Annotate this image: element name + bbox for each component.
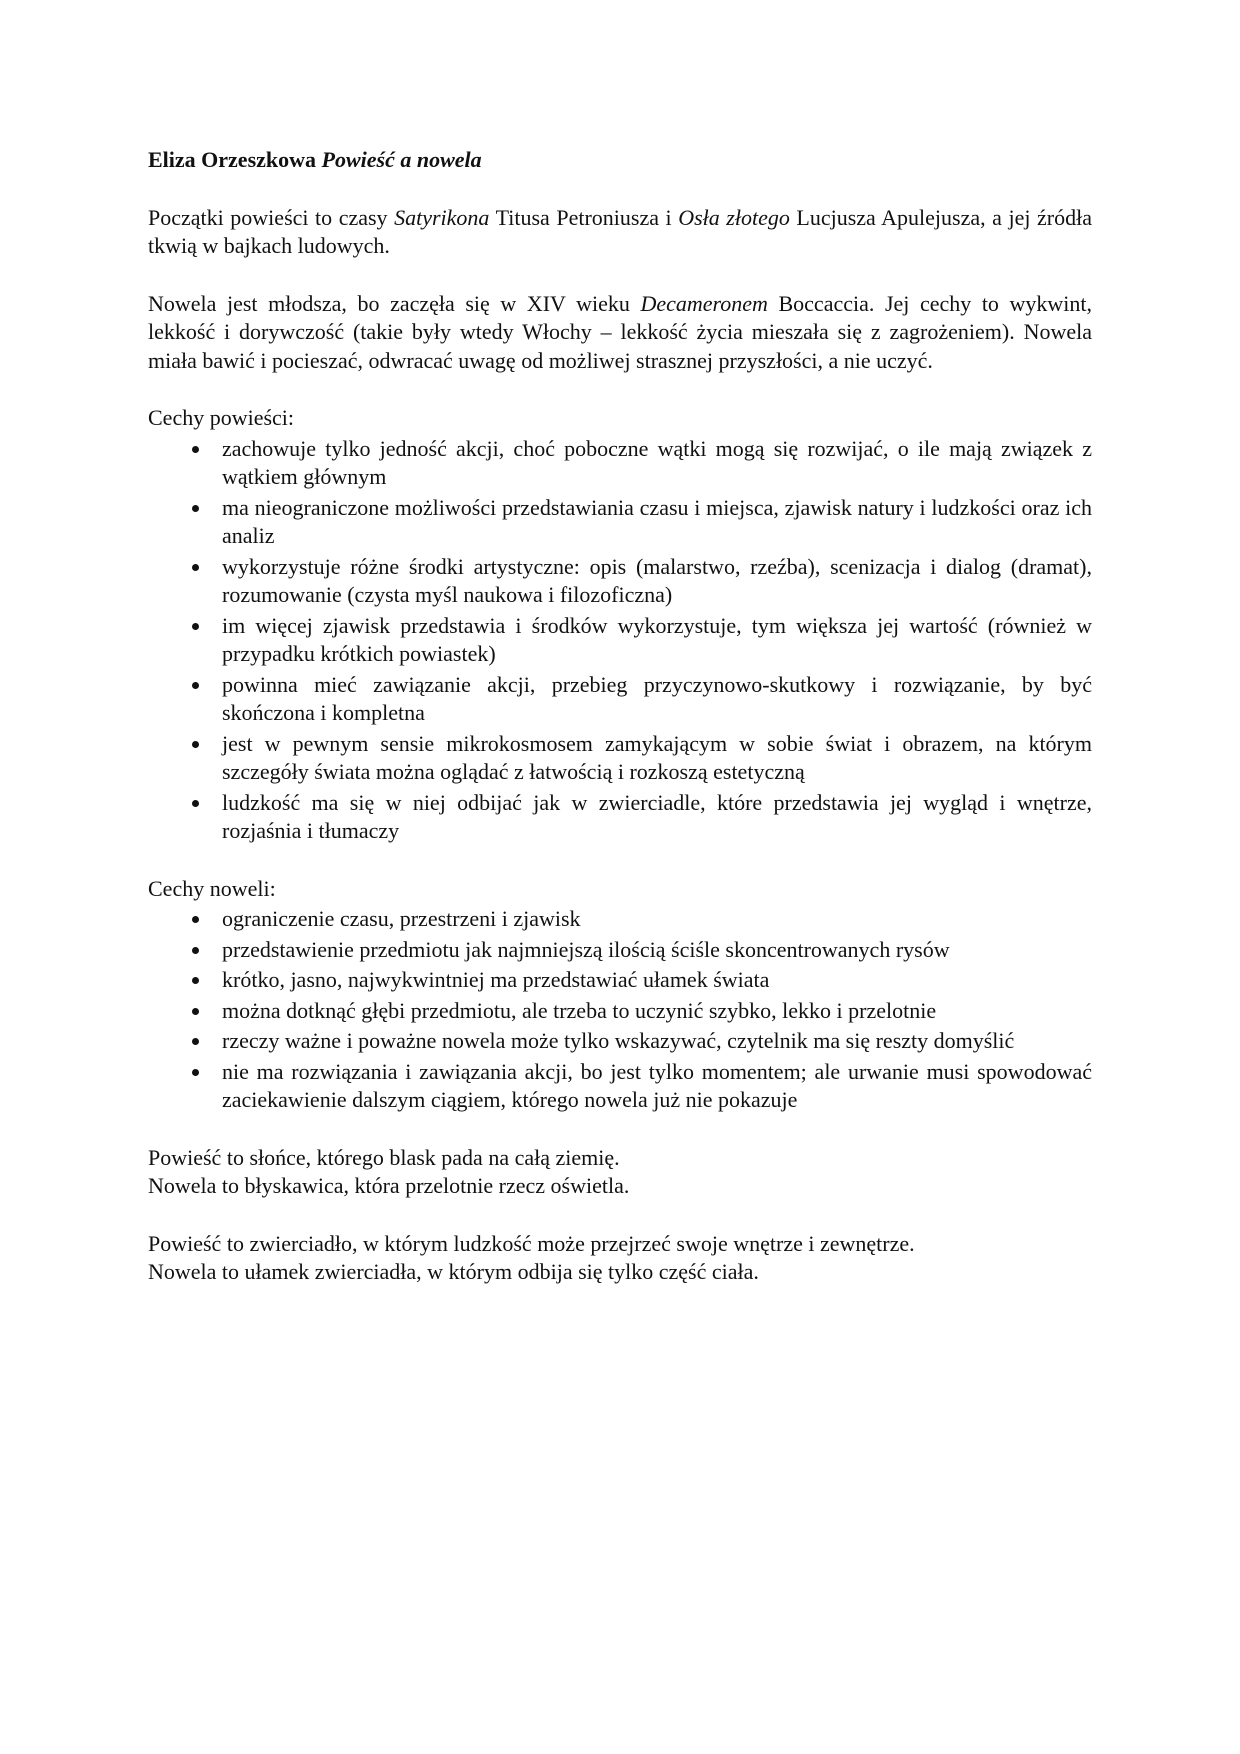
list-item-text: można dotknąć głębi przedmiotu, ale trzeba to uczynić szybko, lekko i przelotnie <box>222 997 937 1023</box>
bullet-icon <box>192 916 199 923</box>
bullet-icon <box>192 623 199 630</box>
novel-features-list <box>148 435 1092 846</box>
list-item-text: zachowuje tylko jedność akcji, choć poboczne wątki mogą się rozwijać, o ile mają związek z wątkiem głównym <box>222 435 1092 489</box>
list-item <box>148 789 1092 846</box>
document-page <box>148 146 1092 1316</box>
list-item-text: ma nieograniczone możliwości przedstawiania czasu i miejsca, zjawisk natury i ludzkości oraz ich analiz <box>222 494 1092 548</box>
bullet-icon <box>192 682 199 689</box>
bullet-icon <box>192 741 199 748</box>
comparison-line: Nowela to błyskawica, która przelotnie rzecz oświetla. <box>148 1173 630 1198</box>
comparison-line: Powieść to zwierciadło, w którym ludzkość może przejrzeć swoje wnętrze i zewnętrze. <box>148 1230 915 1256</box>
italic-title: Decameronem <box>640 290 768 316</box>
paragraph-text: Początki powieści to czasy <box>148 204 395 230</box>
paragraph-novella-history <box>148 290 1092 376</box>
list-item-text: im więcej zjawisk przedstawia i środków wykorzystuje, tym większa jej wartość (również w przypadku krótkich powiastek) <box>222 612 1092 666</box>
bullet-icon <box>192 947 199 954</box>
comparison-mirror <box>148 1230 1092 1287</box>
list-item-text: przedstawienie przedmiotu jak najmniejszą ilością ściśle skoncentrowanych rysów <box>222 936 950 962</box>
list-item-text: wykorzystuje różne środki artystyczne: opis (malarstwo, rzeźba), scenizacja i dialog (dramat), rozumowanie (czysta myśl naukowa i filozoficzna) <box>222 553 1092 607</box>
list-item <box>148 966 1092 995</box>
bullet-icon <box>192 1069 199 1076</box>
list-item <box>148 494 1092 551</box>
list-item <box>148 612 1092 669</box>
paragraph-text: Lucjusza Apulejusza, a jej źródła tkwią w bajkach ludowych. <box>148 204 1092 258</box>
list-item-text: nie ma rozwiązania i zawiązania akcji, bo jest tylko momentem; ale urwanie musi spowodować zaciekawienie dalszym ciągiem, którego nowela już nie pokazuje <box>222 1058 1092 1112</box>
list-item <box>148 435 1092 492</box>
list-item <box>148 997 1092 1026</box>
comparison-line: Nowela to ułamek zwierciadła, w którym odbija się tylko część ciała. <box>148 1259 759 1284</box>
bullet-icon <box>192 446 199 453</box>
comparison-line: Powieść to słońce, którego blask pada na całą ziemię. <box>148 1144 620 1170</box>
bullet-icon <box>192 564 199 571</box>
list-item <box>148 1058 1092 1115</box>
title-author: Eliza Orzeszkowa <box>148 147 317 172</box>
novella-features-heading: Cechy noweli: <box>148 875 276 901</box>
list-item <box>148 671 1092 728</box>
comparison-sun-lightning <box>148 1144 1092 1201</box>
list-item-text: powinna mieć zawiązanie akcji, przebieg przyczynowo-skutkowy i rozwiązanie, by być skończona i kompletna <box>222 671 1092 725</box>
bullet-icon <box>192 505 199 512</box>
bullet-icon <box>192 1008 199 1015</box>
list-item-text: ludzkość ma się w niej odbijać jak w zwierciadle, które przedstawia jej wygląd i wnętrze, rozjaśnia i tłumaczy <box>222 789 1092 843</box>
novella-features-list <box>148 905 1092 1115</box>
italic-title: Osła złotego <box>678 204 790 230</box>
title-work: Powieść a nowela <box>321 147 482 172</box>
paragraph-text: Titusa Petroniusza i <box>489 204 679 230</box>
bullet-icon <box>192 977 199 984</box>
novel-features-heading: Cechy powieści: <box>148 405 295 430</box>
bullet-icon <box>192 800 199 807</box>
paragraph-text: Nowela jest młodsza, bo zaczęła się w XIV wieku <box>148 290 641 316</box>
document-title <box>148 146 1092 175</box>
list-item <box>148 553 1092 610</box>
paragraph-text: Boccaccia. Jej cechy to wykwint, lekkość i dorywczość (takie były wtedy Włochy – lekkość życia mieszała się z zagrożeniem). Nowela miała bawić i pocieszać, odwracać uwagę od możliwej strasznej przyszłości, a nie uczyć. <box>148 290 1093 373</box>
italic-title: Satyrikona <box>394 204 490 230</box>
list-item-text: ograniczenie czasu, przestrzeni i zjawisk <box>222 906 581 931</box>
list-item-text: rzeczy ważne i poważne nowela może tylko wskazywać, czytelnik ma się reszty domyślić <box>222 1028 1015 1053</box>
list-item <box>148 730 1092 787</box>
list-item-text: krótko, jasno, najwykwintniej ma przedstawiać ułamek świata <box>222 967 770 992</box>
list-item <box>148 1027 1092 1056</box>
list-item-text: jest w pewnym sensie mikrokosmosem zamykającym w sobie świat i obrazem, na którym szczegóły świata można oglądać z łatwością i rozkoszą estetyczną <box>222 730 1092 784</box>
paragraph-origins <box>148 204 1092 261</box>
list-item <box>148 905 1092 934</box>
bullet-icon <box>192 1038 199 1045</box>
list-item <box>148 936 1092 965</box>
